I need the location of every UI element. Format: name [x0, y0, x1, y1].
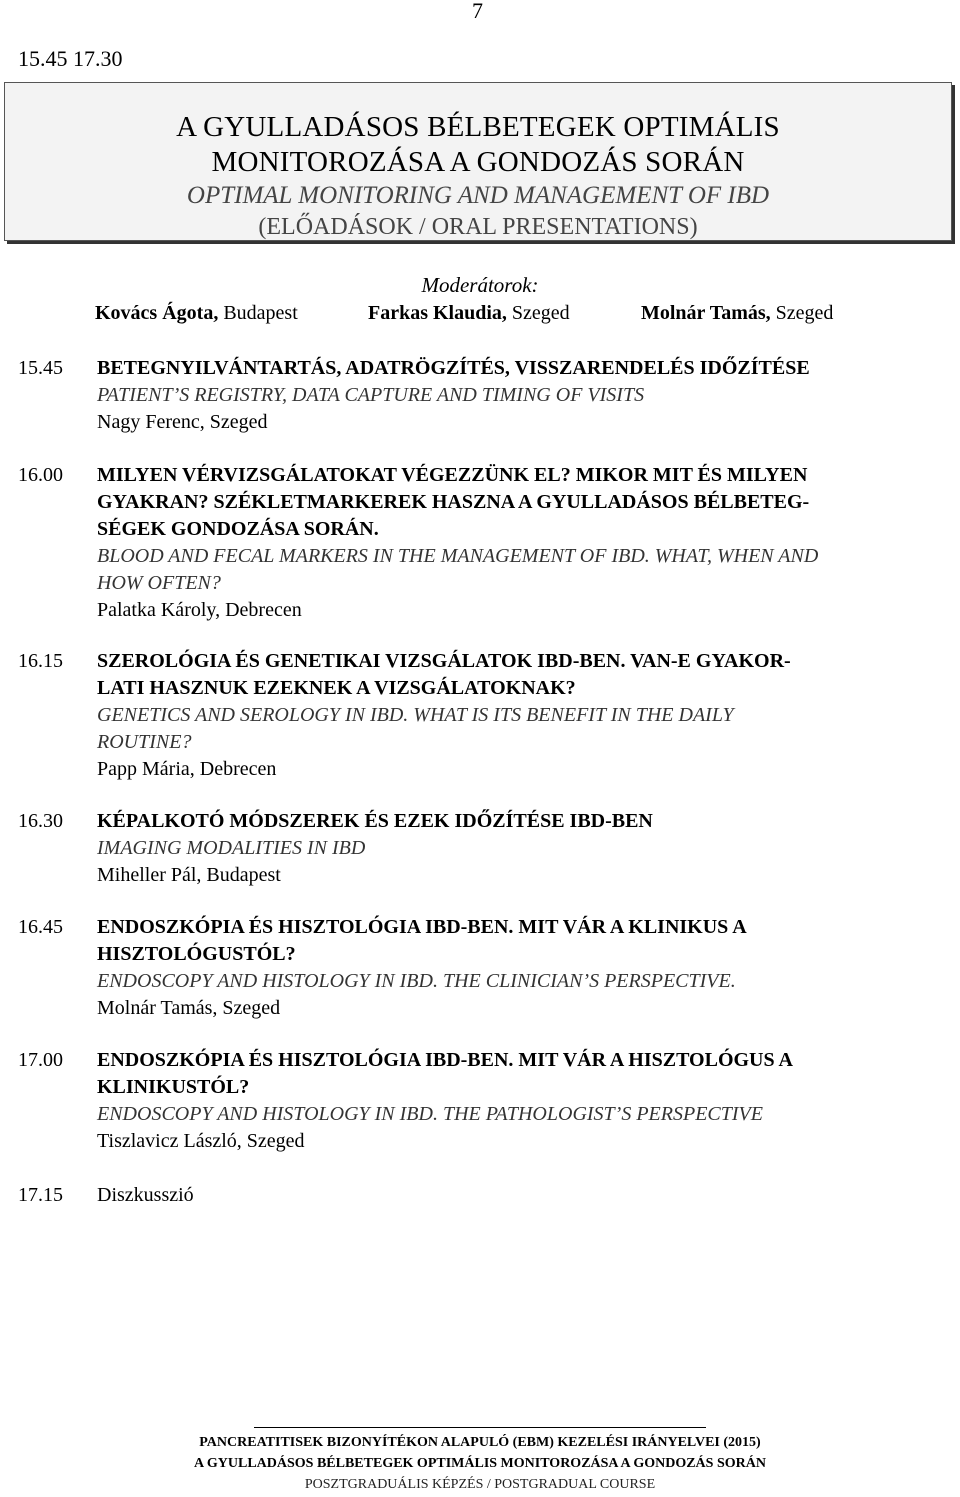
session-title-sub: (ELŐADÁSOK / ORAL PRESENTATIONS) [258, 214, 698, 240]
presenter: Nagy Ferenc, Szeged [97, 411, 268, 433]
footer-line-1: PANCREATITISEK BIZONYÍTÉKON ALAPULÓ (EBM) KEZELÉSI IRÁNYELVEI (2015) [199, 1435, 761, 1450]
program-item-content [97, 808, 947, 889]
program-item-content [97, 914, 947, 1022]
session-title-hu-line2: MONITOROZÁSA A GONDOZÁS SORÁN [211, 146, 745, 178]
talk-title-hu: HISZTOLÓGUSTÓL? [97, 943, 296, 965]
program-item-content [97, 462, 947, 624]
talk-title-hu: KÉPALKOTÓ MÓDSZEREK ÉS EZEK IDŐZÍTÉSE IBD-BEN [97, 810, 653, 832]
talk-title-hu: SÉGEK GONDOZÁSA SORÁN. [97, 518, 379, 540]
moderators-label: Moderátorok: [421, 273, 539, 297]
program-item-time: 16.45 [18, 916, 63, 938]
talk-title-hu: MILYEN VÉRVIZSGÁLATOKAT VÉGEZZÜNK EL? MIKOR MIT ÉS MILYEN [97, 464, 808, 486]
presenter: Palatka Károly, Debrecen [97, 599, 302, 621]
session-title-box [4, 82, 952, 241]
talk-title-hu: ENDOSZKÓPIA ÉS HISZTOLÓGIA IBD-BEN. MIT VÁR A KLINIKUS A [97, 916, 747, 938]
talk-title-en: HOW OFTEN? [97, 572, 221, 594]
program-item-time: 16.00 [18, 464, 63, 486]
program-item-time: 15.45 [18, 357, 63, 379]
program-item-content [97, 648, 947, 783]
talk-title-en: ENDOSCOPY AND HISTOLOGY IN IBD. THE CLINICIAN’S PERSPECTIVE. [97, 970, 736, 992]
moderator-3 [641, 302, 833, 325]
moderator-name: Farkas Klaudia, [368, 302, 507, 324]
session-title-en: OPTIMAL MONITORING AND MANAGEMENT OF IBD [186, 182, 770, 209]
presenter: Miheller Pál, Budapest [97, 864, 281, 886]
program-item-time: 17.15 [18, 1184, 63, 1206]
moderator-name: Kovács Ágota, [95, 302, 219, 324]
talk-title-hu: GYAKRAN? SZÉKLETMARKEREK HASZNA A GYULLADÁSOS BÉLBETEG- [97, 491, 810, 513]
presenter: Molnár Tamás, Szeged [97, 997, 281, 1019]
presenter: Diszkusszió [97, 1184, 194, 1206]
moderator-2 [368, 302, 570, 325]
program-item-content [97, 1182, 947, 1209]
talk-title-en: GENETICS AND SEROLOGY IN IBD. WHAT IS ITS BENEFIT IN THE DAILY [97, 704, 734, 726]
moderator-name: Molnár Tamás, [641, 302, 771, 324]
talk-title-en: PATIENT’S REGISTRY, DATA CAPTURE AND TIMING OF VISITS [97, 384, 645, 406]
program-item-content [97, 355, 947, 436]
program-item-time: 16.15 [18, 650, 63, 672]
talk-title-en: IMAGING MODALITIES IN IBD [97, 837, 366, 859]
session-title-hu-line1: A GYULLADÁSOS BÉLBETEGEK OPTIMÁLIS [176, 111, 780, 143]
moderator-city: Szeged [770, 302, 834, 324]
moderator-1 [95, 302, 298, 325]
program-item-time: 17.00 [18, 1049, 63, 1071]
program-item-time: 16.30 [18, 810, 63, 832]
talk-title-hu: ENDOSZKÓPIA ÉS HISZTOLÓGIA IBD-BEN. MIT VÁR A HISZTOLÓGUS A [97, 1049, 793, 1071]
footer-line-2: A GYULLADÁSOS BÉLBETEGEK OPTIMÁLIS MONITOROZÁSA A GONDOZÁS SORÁN [194, 1456, 766, 1471]
presenter: Papp Mária, Debrecen [97, 758, 277, 780]
talk-title-en: ROUTINE? [97, 731, 192, 753]
session-time: 15.45 17.30 [18, 46, 123, 71]
moderator-city: Budapest [218, 302, 298, 324]
moderator-city: Szeged [506, 302, 570, 324]
footer-divider [254, 1427, 706, 1428]
page-number: 7 [472, 0, 483, 23]
presenter: Tiszlavicz László, Szeged [97, 1130, 305, 1152]
talk-title-en: ENDOSCOPY AND HISTOLOGY IN IBD. THE PATHOLOGIST’S PERSPECTIVE [97, 1103, 763, 1125]
footer-line-3: POSZTGRADUÁLIS KÉPZÉS / POSTGRADUAL COURSE [304, 1477, 656, 1492]
talk-title-hu: LATI HASZNUK EZEKNEK A VIZSGÁLATOKNAK? [97, 677, 576, 699]
talk-title-hu: KLINIKUSTÓL? [97, 1076, 250, 1098]
talk-title-hu: SZEROLÓGIA ÉS GENETIKAI VIZSGÁLATOK IBD-BEN. VAN-E GYAKOR- [97, 650, 791, 672]
talk-title-en: BLOOD AND FECAL MARKERS IN THE MANAGEMENT OF IBD. WHAT, WHEN AND [97, 545, 819, 567]
talk-title-hu: BETEGNYILVÁNTARTÁS, ADATRÖGZÍTÉS, VISSZARENDELÉS IDŐZÍTÉSE [97, 357, 810, 379]
program-item-content [97, 1047, 947, 1155]
